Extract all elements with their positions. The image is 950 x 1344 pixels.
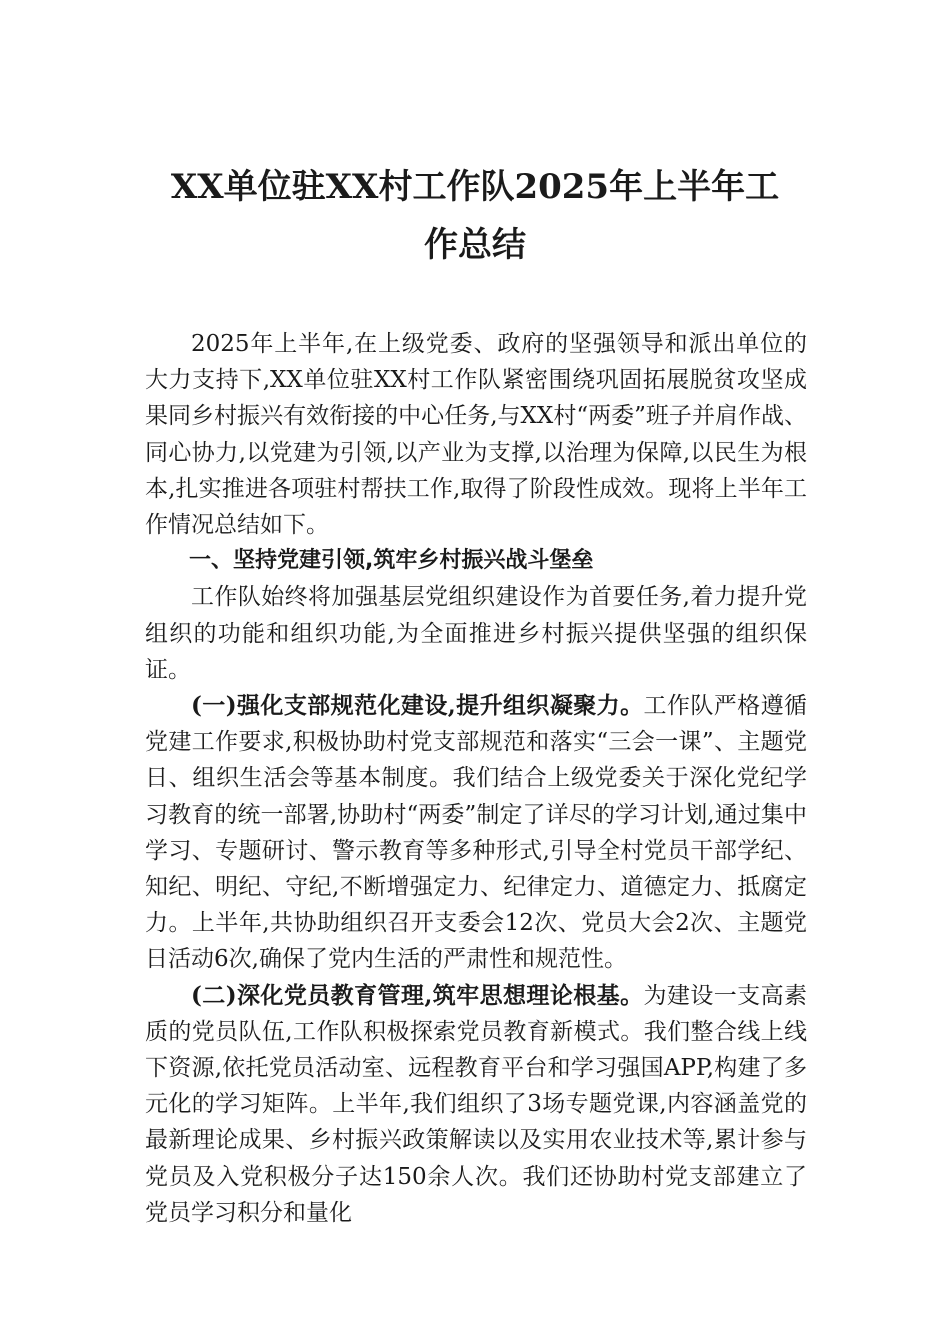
item-1-body: 工作队严格遵循党建工作要求,积极协助村党支部规范和落实“三会一课”、主题党日、组织生活会等基本制度。我们结合上级党委关于深化党纪学习教育的统一部署,协助村“两委”制定了详尽的学习计划,通过集中学习、专题研讨、警示教育等多种形式,引导全村党员干部学纪、知纪、明纪、守纪,不断增强定力、纪律定力、道德定力、抵腐定力。上半年,共协助组织召开支委会12次、党员大会2次、主题党日活动6次,确保了党内生活的严肃性和规范性。 — [145, 693, 807, 973]
section-1-heading: 一、坚持党建引领,筑牢乡村振兴战斗堡垒 — [189, 548, 594, 574]
item-2-lead: (二)深化党员教育管理,筑牢思想理论根基。 — [191, 981, 644, 1009]
document-title-line-1: XX单位驻XX村工作队2025年上半年工 — [170, 167, 780, 207]
document-title — [140, 158, 810, 274]
item-1-lead: (一)强化支部规范化建设,提升组织凝聚力。 — [191, 692, 644, 720]
item-2-body: 为建设一支高素质的党员队伍,工作队积极探索党员教育新模式。我们整合线上线下资源,依托党员活动室、远程教育平台和学习强国APP,构建了多元化的学习矩阵。上半年,我们组织了3场专题党课,内容涵盖党的最新理论成果、乡村振兴政策解读以及实用农业技术等,累计参与党员及入党积极分子达150余人次。我们还协助村党支部建立了党员学习积分和量化 — [145, 982, 807, 1226]
item-1-paragraph — [145, 688, 807, 978]
document-body — [145, 326, 807, 1231]
document-title-line-2: 作总结 — [424, 225, 526, 265]
intro-paragraph: 2025年上半年,在上级党委、政府的坚强领导和派出单位的大力支持下,XX单位驻XX村工作队紧密围绕巩固拓展脱贫攻坚成果同乡村振兴有效衔接的中心任务,与XX村“两委”班子并肩作战、同心协力,以党建为引领,以产业为支撑,以治理为保障,以民生为根本,扎实推进各项驻村帮扶工作,取得了阶段性成效。现将上半年工作情况总结如下。 — [145, 331, 807, 539]
section-1-intro-paragraph: 工作队始终将加强基层党组织建设作为首要任务,着力提升党组织的功能和组织功能,为全面推进乡村振兴提供坚强的组织保证。 — [145, 584, 807, 683]
item-2-paragraph — [145, 978, 807, 1231]
